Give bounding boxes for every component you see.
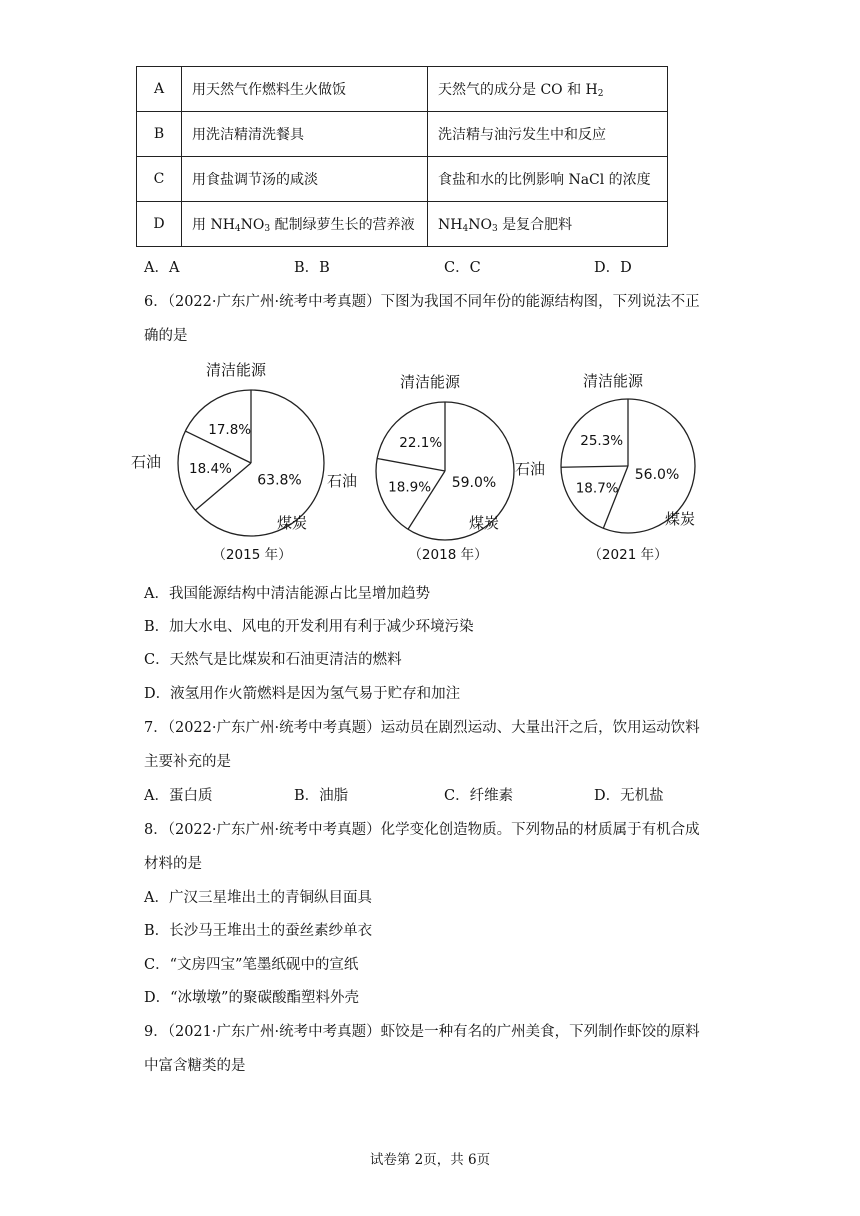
q8-choice-b: B．长沙马王堆出土的蚕丝素纱单衣 (144, 923, 373, 939)
row-key: B (137, 112, 182, 157)
coal-label: 煤炭 (276, 514, 308, 532)
row-key: C (137, 157, 182, 202)
q8-choice-a: A．广汉三星堆出土的青铜纵目面具 (144, 890, 372, 906)
coal-value-label: 56.0% (634, 467, 680, 484)
practice-cell: 用食盐调节汤的咸淡 (182, 157, 428, 202)
coal-label: 煤炭 (468, 514, 500, 532)
q7-choice-a: A．蛋白质 (144, 788, 213, 804)
q7-choice-b: B．油脂 (294, 788, 349, 804)
clean-value-label: 17.8% (208, 421, 252, 438)
coal-value-label: 63.8% (257, 472, 302, 489)
oil-value-label: 18.4% (188, 461, 232, 478)
q7-choice-d: D．无机盐 (594, 788, 664, 804)
pie-2021 (515, 372, 695, 563)
year-label: （2015 年） (212, 547, 292, 563)
oil-label: 石油 (514, 460, 546, 478)
practice-cell: 用洗洁精清洗餐具 (182, 112, 428, 157)
table-row (137, 112, 668, 157)
practice-cell: 用天然气作燃料生火做饭 (182, 67, 428, 112)
q8-stem-line2: 材料的是 (144, 856, 202, 872)
q8-stem-line1: 8．（2022·广东广州·统考中考真题）化学变化创造物质。下列物品的材质属于有机合成 (144, 822, 700, 838)
knowledge-cell: 天然气的成分是 CO 和 $H_2$ (428, 67, 668, 112)
q5-choice-c: C．C (444, 260, 481, 276)
q7-choice-c: C．纤维素 (444, 788, 514, 804)
q6-choice-b: B．加大水电、风电的开发利用有利于减少环境污染 (144, 619, 474, 635)
practice-cell: 用 $NH_4NO_3$ 配制绿萝生长的营养液 (182, 202, 428, 247)
options-table (136, 66, 668, 247)
q5-choice-d: D．D (594, 260, 632, 276)
row-key: D (137, 202, 182, 247)
q6-choice-c: C．天然气是比煤炭和石油更清洁的燃料 (144, 652, 402, 668)
knowledge-cell: $NH_4NO_3$ 是复合肥料 (428, 202, 668, 247)
q9-stem-line1: 9．（2021·广东广州·统考中考真题）虾饺是一种有名的广州美食，下列制作虾饺的原料 (144, 1024, 700, 1040)
clean-energy-label: 清洁能源 (582, 372, 644, 390)
q6-choice-d: D．液氢用作火箭燃料是因为氢气易于贮存和加注 (144, 686, 461, 702)
year-label: （2018 年） (408, 547, 488, 563)
page-footer: 试卷第 2页，共 6页 (369, 1152, 491, 1168)
clean-energy-label: 清洁能源 (205, 361, 267, 379)
year-label: （2021 年） (588, 547, 668, 563)
clean-value-label: 25.3% (580, 433, 624, 450)
q6-choice-a: A．我国能源结构中清洁能源占比呈增加趋势 (144, 586, 430, 602)
coal-label: 煤炭 (664, 510, 696, 528)
oil-label: 石油 (326, 472, 358, 490)
knowledge-cell: 洗洁精与油污发生中和反应 (428, 112, 668, 157)
table-row (137, 202, 668, 247)
oil-value-label: 18.9% (388, 479, 432, 496)
energy-pie-charts (130, 360, 730, 570)
table-row (137, 157, 668, 202)
clean-value-label: 22.1% (399, 434, 443, 451)
q5-choice-a: A．A (144, 260, 180, 276)
clean-energy-label: 清洁能源 (399, 373, 461, 391)
knowledge-cell: 食盐和水的比例影响 NaCl 的浓度 (428, 157, 668, 202)
q8-choice-d: D．“冰墩墩”的聚碳酸酯塑料外壳 (144, 990, 359, 1006)
q5-choice-b: B．B (294, 260, 330, 276)
q8-choice-c: C．“文房四宝”笔墨纸砚中的宣纸 (144, 957, 359, 973)
q7-stem-line2: 主要补充的是 (144, 754, 231, 770)
q9-stem-line2: 中富含糖类的是 (144, 1058, 246, 1074)
oil-label: 石油 (130, 453, 162, 471)
q6-stem-line1: 6．（2022·广东广州·统考中考真题）下图为我国不同年份的能源结构图，下列说法不正 (144, 294, 700, 310)
oil-value-label: 18.7% (575, 480, 619, 497)
pie-2015 (131, 361, 324, 563)
q6-stem-line2: 确的是 (144, 328, 188, 344)
table-row (137, 67, 668, 112)
coal-value-label: 59.0% (451, 475, 497, 492)
q7-stem-line1: 7．（2022·广东广州·统考中考真题）运动员在剧烈运动、大量出汗之后，饮用运动饮料 (144, 720, 700, 736)
pie-2018 (327, 373, 514, 563)
row-key: A (137, 67, 182, 112)
